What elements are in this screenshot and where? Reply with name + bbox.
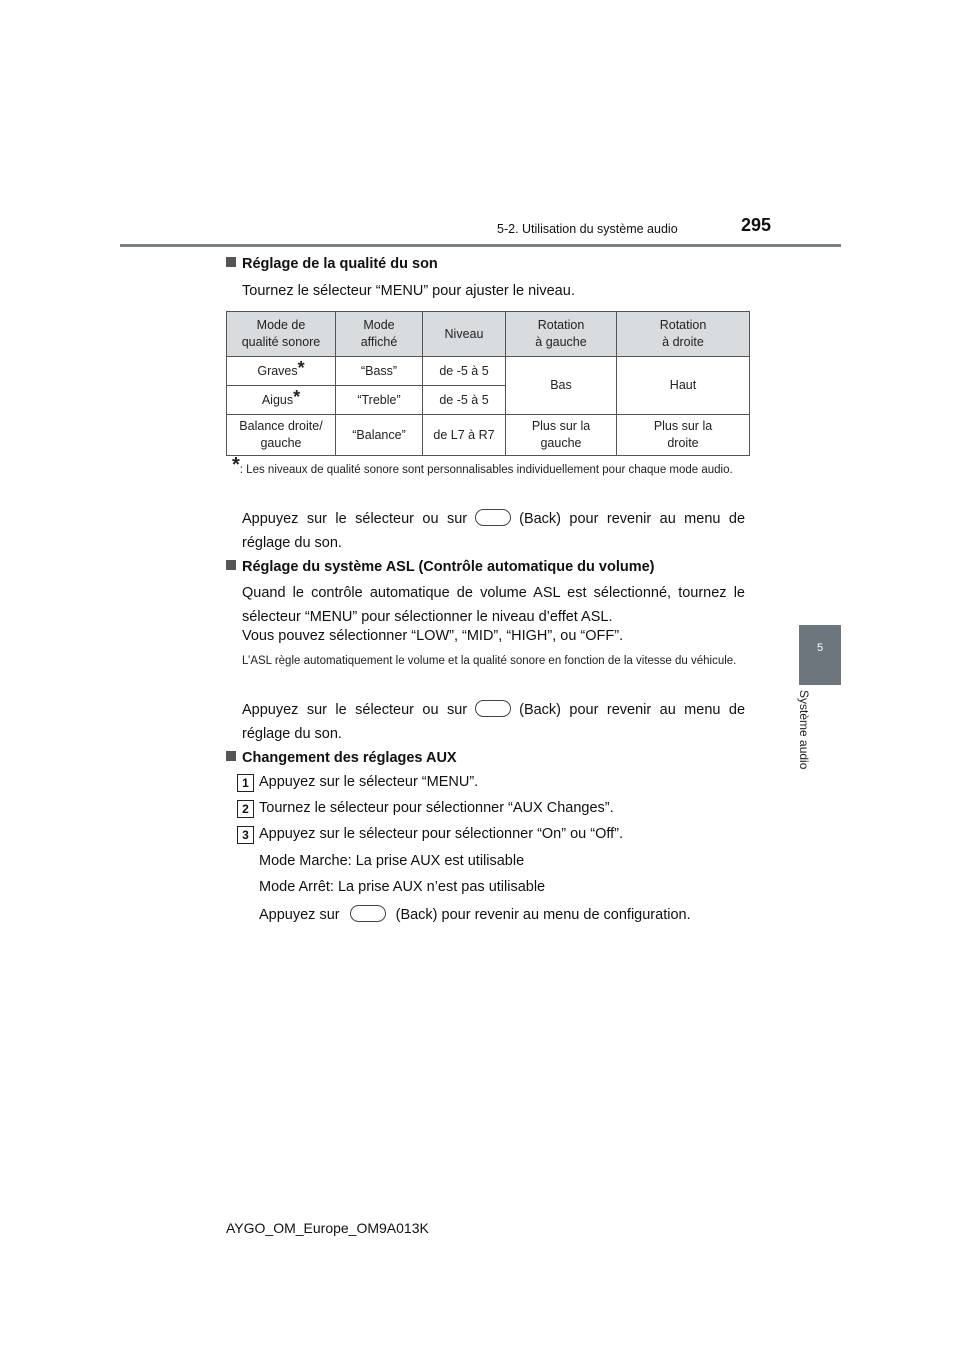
table-header-cell: Rotation à droite — [617, 312, 750, 357]
step-text: Tournez le sélecteur pour sélectionner “AUX Changes”. — [259, 800, 614, 816]
step-number-box: 2 — [237, 800, 254, 818]
aux-heading: Changement des réglages AUX — [226, 750, 457, 766]
step-number-box: 3 — [237, 826, 254, 844]
table-cell-level: de -5 à 5 — [423, 386, 506, 415]
table-header-cell: Rotation à gauche — [506, 312, 617, 357]
table-cell-level: de -5 à 5 — [423, 357, 506, 386]
asl-back-text: Appuyez sur le sélecteur ou sur (Back) pour revenir au menu de réglage du son. — [242, 702, 746, 742]
table-cell-mode: Balance droite/ gauche — [227, 415, 336, 456]
step-text: Appuyez sur le sélecteur “MENU”. — [259, 774, 479, 790]
aux-back-text: Appuyez sur (Back) pour revenir au menu de configuration. — [259, 907, 691, 923]
page-number: 295 — [741, 215, 772, 235]
back-button-icon — [475, 509, 511, 526]
document-code: AYGO_OM_Europe_OM9A013K — [226, 1220, 429, 1236]
step-number-box: 1 — [237, 774, 254, 792]
table-cell-level: de L7 à R7 — [423, 415, 506, 456]
table-cell-display: “Bass” — [336, 357, 423, 386]
asl-note: L’ASL règle automatiquement le volume et la qualité sonore en fonction de la vitesse du véhicule. — [242, 655, 737, 667]
table-row — [227, 415, 750, 456]
sound-quality-heading: Réglage de la qualité du son — [226, 256, 438, 272]
chapter-number: 5 — [816, 642, 824, 654]
chapter-label — [797, 690, 811, 780]
header-section-title: 5-2. Utilisation du système audio — [497, 222, 678, 236]
back-button-icon — [350, 905, 386, 922]
table-cell-left: Bas — [506, 357, 617, 415]
table-cell-display: “Treble” — [336, 386, 423, 415]
sound-quality-table — [226, 311, 750, 456]
aux-mode-off: Mode Arrêt: La prise AUX n’est pas utilisable — [259, 879, 546, 895]
table-cell-left: Plus sur la gauche — [506, 415, 617, 456]
table-cell-display: “Balance” — [336, 415, 423, 456]
table-cell-mode: Aigus* — [227, 386, 336, 415]
chapter-label-text: Système audio — [797, 690, 811, 770]
table-header-cell: Mode affiché — [336, 312, 423, 357]
table-row — [227, 357, 750, 386]
table-cell-right: Haut — [617, 357, 750, 415]
square-bullet-icon — [226, 560, 236, 570]
table-header-row — [227, 312, 750, 357]
header-rule — [120, 244, 841, 247]
asl-text: Quand le contrôle automatique de volume ASL est sélectionné, tournez le sélecteur “MENU” pour sélectionner le niveau d’effet ASL. — [242, 585, 745, 625]
aux-mode-on: Mode Marche: La prise AUX est utilisable — [259, 853, 525, 869]
step-text: Appuyez sur le sélecteur pour sélectionner “On” ou “Off”. — [259, 826, 624, 842]
sound-quality-instruction: Tournez le sélecteur “MENU” pour ajuster le niveau. — [242, 283, 575, 299]
footnote: *: Les niveaux de qualité sonore sont personnalisables individuellement pour chaque mode audio. — [232, 454, 733, 476]
sound-quality-back-text: Appuyez sur le sélecteur ou sur (Back) pour revenir au menu de réglage du son. — [242, 511, 746, 551]
asl-options-text: Vous pouvez sélectionner “LOW”, “MID”, “HIGH”, ou “OFF”. — [242, 628, 624, 644]
table-cell-mode: Graves* — [227, 357, 336, 386]
table-header-cell: Mode de qualité sonore — [227, 312, 336, 357]
table-header-cell: Niveau — [423, 312, 506, 357]
asl-heading: Réglage du système ASL (Contrôle automatique du volume) — [226, 559, 655, 575]
back-button-icon — [475, 700, 511, 717]
square-bullet-icon — [226, 257, 236, 267]
square-bullet-icon — [226, 751, 236, 761]
table-cell-right: Plus sur la droite — [617, 415, 750, 456]
chapter-tab — [799, 625, 841, 685]
